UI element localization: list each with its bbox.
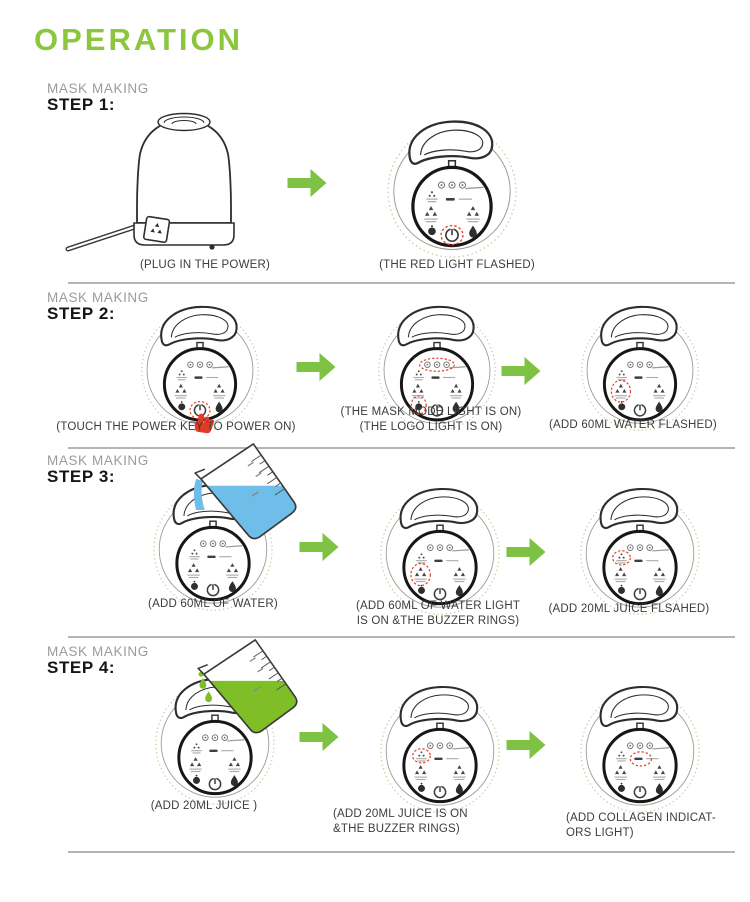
water-stream bbox=[194, 479, 205, 510]
measuring-cup-water bbox=[193, 442, 305, 544]
step4-eyebrow: MASK MAKING bbox=[47, 644, 149, 659]
step3-eyebrow: MASK MAKING bbox=[47, 453, 149, 468]
device-top-view-power-touch bbox=[139, 300, 261, 432]
green-arrow-icon bbox=[505, 730, 547, 760]
step2-eyebrow: MASK MAKING bbox=[47, 290, 149, 305]
measuring-cup-juice bbox=[196, 638, 306, 738]
caption-mask-mode-light: (THE MASK MODE LIGHT IS ON) (THE LOGO LIGHT IS ON) bbox=[340, 406, 522, 433]
step3-title: STEP 3: bbox=[47, 467, 116, 486]
caption-add-20ml-juice: (ADD 20ML JUICE ) bbox=[150, 800, 258, 812]
caption-collagen-indicator: (ADD COLLAGEN INDICAT- ORS LIGHT) bbox=[566, 812, 716, 839]
divider bbox=[68, 636, 735, 638]
device-top-view-collagen-light bbox=[578, 680, 702, 814]
caption-add-20ml-juice-flashed: (ADD 20ML JUICE FLSAHED) bbox=[548, 603, 710, 615]
caption-touch-power-key: (TOUCH THE POWER KEY TO POWER ON) bbox=[56, 421, 296, 433]
device-top-view-juice-flash bbox=[578, 482, 702, 616]
caption-juice-on-buzzer: (ADD 20ML JUICE IS ON &THE BUZZER RINGS) bbox=[333, 808, 468, 835]
divider bbox=[68, 447, 735, 449]
green-arrow-icon bbox=[500, 356, 542, 386]
step2-title: STEP 2: bbox=[47, 304, 116, 323]
caption-add-60ml-water: (ADD 60ML OF WATER) bbox=[148, 598, 278, 610]
device-top-view-red-light bbox=[385, 114, 519, 259]
device-top-view-add-water-flash bbox=[579, 300, 701, 432]
caption-red-light-flashed: (THE RED LIGHT FLASHED) bbox=[379, 259, 535, 271]
caption-add-60ml-flashed: (ADD 60ML WATER FLASHED) bbox=[549, 419, 717, 431]
step1-title: STEP 1: bbox=[47, 95, 116, 114]
green-arrow-icon bbox=[286, 168, 328, 198]
device-side-view bbox=[60, 108, 295, 258]
page-title: OPERATION bbox=[34, 22, 243, 57]
step4-title: STEP 4: bbox=[47, 658, 116, 677]
step1-eyebrow: MASK MAKING bbox=[47, 81, 149, 96]
device-top-view-juice-light-on bbox=[378, 680, 502, 814]
green-arrow-icon bbox=[295, 352, 337, 382]
caption-plug-in-power: (PLUG IN THE POWER) bbox=[139, 259, 271, 271]
caption-water-light-buzzer: (ADD 60ML OF WATER LIGHT IS ON &THE BUZZER RINGS) bbox=[355, 600, 521, 627]
divider bbox=[68, 851, 735, 853]
green-arrow-icon bbox=[505, 537, 547, 567]
device-top-view-water-light-on bbox=[378, 482, 502, 616]
divider bbox=[68, 282, 735, 284]
